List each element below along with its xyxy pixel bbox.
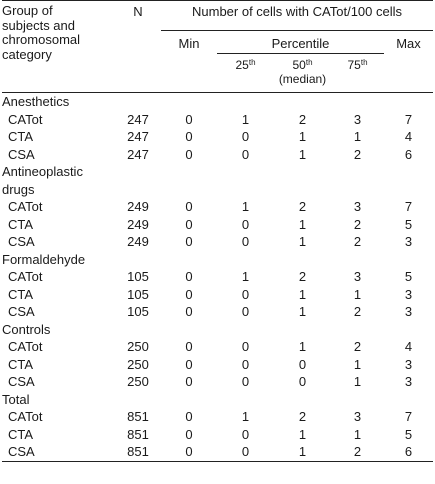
cell-p75: 2 [331, 443, 384, 461]
cell-max: 5 [404, 269, 413, 284]
table-row [2, 111, 433, 129]
cell-n: 851 [127, 409, 149, 424]
cell-cat: CTA [8, 216, 34, 232]
cell-p50: 0 [298, 356, 307, 372]
p25-header [217, 54, 274, 93]
cell-min: 0 [161, 443, 217, 461]
table-row [2, 303, 433, 321]
group-title-row [2, 163, 433, 181]
cell-min: 0 [185, 199, 193, 214]
group-title-row [2, 181, 433, 199]
p50-label: 50 [292, 58, 306, 72]
cell-p75: 3 [353, 269, 362, 284]
cell-max: 3 [404, 234, 413, 249]
group-title-row [2, 321, 433, 339]
cell-n: 250 [127, 356, 149, 372]
p25-sup: th [248, 58, 256, 67]
cell-cat: CTA [8, 426, 34, 442]
group-title: Antineoplastic [2, 164, 83, 179]
cell-min: 0 [185, 339, 193, 354]
p75-label: 75 [347, 58, 361, 72]
cell-p75: 2 [353, 146, 362, 162]
cell-p75: 1 [353, 286, 362, 302]
cell-p25: 0 [241, 129, 250, 144]
cell-cat: CATot [8, 339, 43, 354]
cell-p75: 1 [353, 356, 362, 372]
cell-cat: CATot [8, 269, 43, 284]
cell-max: 3 [404, 374, 413, 389]
cell-cat: CTA [8, 286, 34, 302]
cells-table [2, 0, 433, 462]
span-title: Number of cells with CATot/100 cells [161, 1, 433, 31]
table-row [2, 146, 433, 164]
cell-min: 0 [185, 111, 193, 127]
cell-min: 0 [185, 269, 193, 284]
cell-min: 0 [185, 146, 193, 162]
cell-cat: CATot [8, 111, 43, 127]
percentile-header: Percentile [217, 31, 384, 54]
p75-header [331, 54, 384, 93]
table-row [2, 408, 433, 426]
table-row [2, 426, 433, 444]
p50-sup: th [305, 58, 313, 67]
cell-p75: 3 [353, 199, 362, 214]
cell-max: 7 [404, 111, 413, 127]
cell-p25: 0 [241, 216, 250, 232]
cell-max: 3 [404, 304, 413, 319]
cell-p50: 1 [298, 129, 307, 144]
table-row [2, 286, 433, 304]
cell-max: 4 [404, 339, 413, 354]
table-row [2, 373, 433, 391]
cell-cat: CATot [8, 199, 43, 214]
max-header: Max [384, 31, 433, 93]
cell-max: 7 [404, 199, 413, 214]
table-header [2, 1, 433, 93]
cell-n: 249 [127, 216, 149, 232]
cell-n: 250 [127, 374, 149, 389]
cell-min: 0 [185, 426, 193, 442]
cell-n: 247 [127, 129, 149, 144]
table-row [2, 338, 433, 356]
cell-p50: 1 [298, 146, 307, 162]
cell-cat: CATot [8, 409, 43, 424]
cell-p50: 1 [298, 304, 307, 319]
cell-p25: 0 [241, 304, 250, 319]
cell-p75: 3 [353, 409, 362, 424]
cell-max: 5 [404, 216, 413, 232]
cell-min: 0 [185, 129, 193, 144]
cell-p50: 2 [298, 269, 307, 284]
cell-min: 0 [185, 304, 193, 319]
p50-header [274, 54, 331, 93]
group-header-line: chromosomal [2, 32, 81, 47]
group-title: Anesthetics [2, 94, 70, 109]
cell-p50: 1 [298, 216, 307, 232]
cell-max: 3 [404, 356, 413, 372]
table-row [2, 198, 433, 216]
cell-max: 5 [404, 426, 413, 442]
cell-n: 247 [127, 146, 149, 162]
cell-p75: 1 [353, 374, 362, 389]
group-header-line: Group of [2, 3, 53, 18]
cell-p50: 1 [298, 426, 307, 442]
n-column-header: N [115, 1, 161, 93]
cell-p25: 1 [241, 111, 250, 127]
p75-sup: th [360, 58, 368, 67]
cell-p25: 0 [217, 443, 274, 461]
cell-p25: 0 [241, 234, 250, 249]
cell-p50: 1 [274, 443, 331, 461]
cell-n: 105 [127, 304, 149, 319]
cell-min: 0 [185, 356, 193, 372]
min-header: Min [161, 31, 217, 93]
table-row [2, 443, 433, 461]
cell-cat: CSA [2, 443, 115, 461]
cell-p75: 1 [353, 129, 362, 144]
cell-p25: 0 [241, 374, 250, 389]
cell-n: 851 [127, 426, 149, 442]
group-title-row [2, 391, 433, 409]
cell-n: 249 [127, 234, 149, 249]
table-row [2, 233, 433, 251]
group-header-line: category [2, 46, 52, 62]
p25-label: 25 [235, 58, 249, 72]
cell-p75: 3 [353, 111, 362, 127]
cell-p25: 0 [241, 356, 250, 372]
cell-p75: 2 [353, 304, 362, 319]
cell-min: 0 [185, 409, 193, 424]
cell-n: 247 [127, 111, 149, 127]
cell-p25: 0 [241, 426, 250, 442]
group-title: Formaldehyde [2, 251, 86, 267]
cell-cat: CSA [8, 374, 35, 389]
cell-p50: 1 [298, 286, 307, 302]
group-title: Total [2, 391, 30, 407]
cell-p50: 1 [298, 234, 307, 249]
cell-p25: 1 [241, 269, 250, 284]
table-row [2, 216, 433, 234]
cell-n: 851 [115, 443, 161, 461]
group-title-row [2, 93, 433, 111]
table-body [2, 93, 433, 462]
group-title-row [2, 251, 433, 269]
cell-min: 0 [185, 374, 193, 389]
cell-p50: 2 [298, 199, 307, 214]
table-row [2, 356, 433, 374]
cell-cat: CSA [8, 146, 35, 162]
cell-p75: 2 [353, 216, 362, 232]
cell-max: 6 [404, 146, 413, 162]
cell-p25: 0 [241, 286, 250, 302]
cell-p25: 1 [241, 199, 250, 214]
table-row [2, 128, 433, 146]
cell-n: 250 [127, 339, 149, 354]
cell-p25: 0 [241, 339, 250, 354]
cell-min: 0 [185, 286, 193, 302]
cell-n: 105 [127, 286, 149, 302]
group-title: drugs [2, 181, 35, 197]
p50-note: (median) [278, 72, 327, 86]
cell-n: 105 [127, 269, 149, 284]
cell-n: 249 [127, 199, 149, 214]
cell-max: 3 [404, 286, 413, 302]
cell-p75: 2 [353, 234, 362, 249]
cell-cat: CTA [8, 129, 34, 144]
table-row [2, 268, 433, 286]
group-header-line: subjects and [2, 17, 75, 33]
cell-cat: CSA [8, 304, 35, 319]
cell-cat: CSA [8, 234, 35, 249]
cell-p50: 1 [298, 339, 307, 354]
cell-min: 0 [185, 216, 193, 232]
group-column-header [2, 1, 115, 93]
cell-p50: 2 [298, 409, 307, 424]
cell-max: 4 [404, 129, 413, 144]
cell-p75: 2 [353, 339, 362, 354]
cell-cat: CTA [8, 356, 34, 372]
cell-p25: 0 [241, 146, 250, 162]
cell-p75: 1 [353, 426, 362, 442]
cell-p50: 0 [298, 374, 307, 389]
cell-max: 7 [404, 409, 413, 424]
cell-min: 0 [185, 234, 193, 249]
cell-p50: 2 [298, 111, 307, 127]
group-title: Controls [2, 321, 51, 337]
cell-max: 6 [384, 443, 433, 461]
cell-p25: 1 [241, 409, 250, 424]
